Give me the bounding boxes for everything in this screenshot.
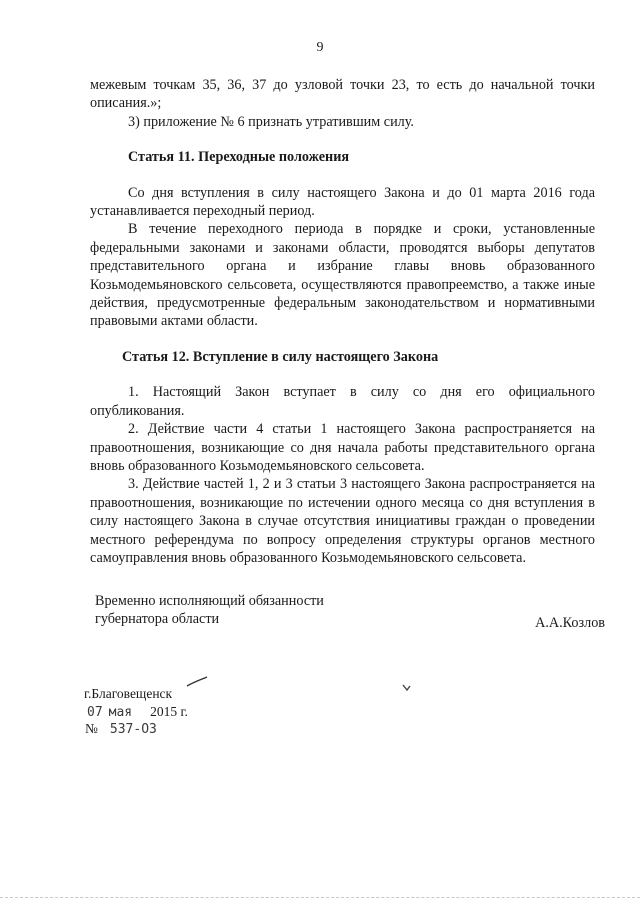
article-11-paragraph-1: Со дня вступления в силу настоящего Закона и до 01 марта 2016 года устанавливается переходный период. (90, 184, 595, 220)
date-year: 2015 г. (150, 704, 188, 719)
scan-edge-divider (0, 897, 640, 898)
pen-stroke-icon (186, 676, 208, 688)
pen-tick-icon (402, 683, 412, 693)
article-12-paragraph-1: 1. Настоящий Закон вступает в силу со дня его официального опубликования. (90, 384, 595, 419)
paragraph-continuation: межевым точкам 35, 36, 37 до узловой точки 23, то есть до начальной точки описания.»; (90, 77, 595, 112)
date-month: мая (108, 705, 133, 720)
law-number (85, 721, 157, 737)
number-value: 537-ОЗ (109, 722, 157, 737)
article-12-paragraph-3: 3. Действие частей 1, 2 и 3 статьи 3 настоящего Закона распространяется на правоотношения, возникающие по истечении одного месяца со дня вступления в силу настоящего Закона в случае отсутствия инициативы граждан о проведении местного референдума по вопросу определения структуры органов местного самоуправления вновь образованного Козьмодемьяновского сельсовета. (90, 476, 595, 566)
article-12-paragraph-2: 2. Действие части 4 статьи 1 настоящего Закона распространяется на правоотношения, возникающие со дня начала работы представительного органа вновь образованного Козьмодемьяновского сельсовета. (90, 421, 595, 474)
paragraph-item-3: 3) приложение № 6 признать утратившим силу. (128, 113, 414, 130)
page-number: 9 (316, 40, 324, 55)
signatory-name: А.А.Козлов (535, 615, 605, 631)
article-11-heading: Статья 11. Переходные положения (128, 149, 350, 166)
signatory-position-line-1: Временно исполняющий обязанности (95, 593, 324, 609)
article-12-heading: Статья 12. Вступление в силу настоящего Закона (122, 348, 439, 365)
number-label: № (85, 721, 98, 736)
law-body (90, 76, 595, 567)
signatory-position (95, 592, 324, 629)
signatory-position-line-2: губернатора области (95, 611, 220, 628)
place-of-signing: г.Благовещенск (84, 686, 173, 701)
article-11-paragraph-2: В течение переходного периода в порядке и сроки, установленные федеральными законами и законами области, проводятся выборы депутатов представительного органа и избрание главы вновь образованного Козьмодемьяновского сельсовета, осуществляются правопреемство, а также иные действия, предусмотренные федеральным законодательством и нормативными правовыми актами области. (90, 221, 595, 330)
date-day: 07 (87, 705, 103, 720)
signing-date (85, 704, 188, 720)
